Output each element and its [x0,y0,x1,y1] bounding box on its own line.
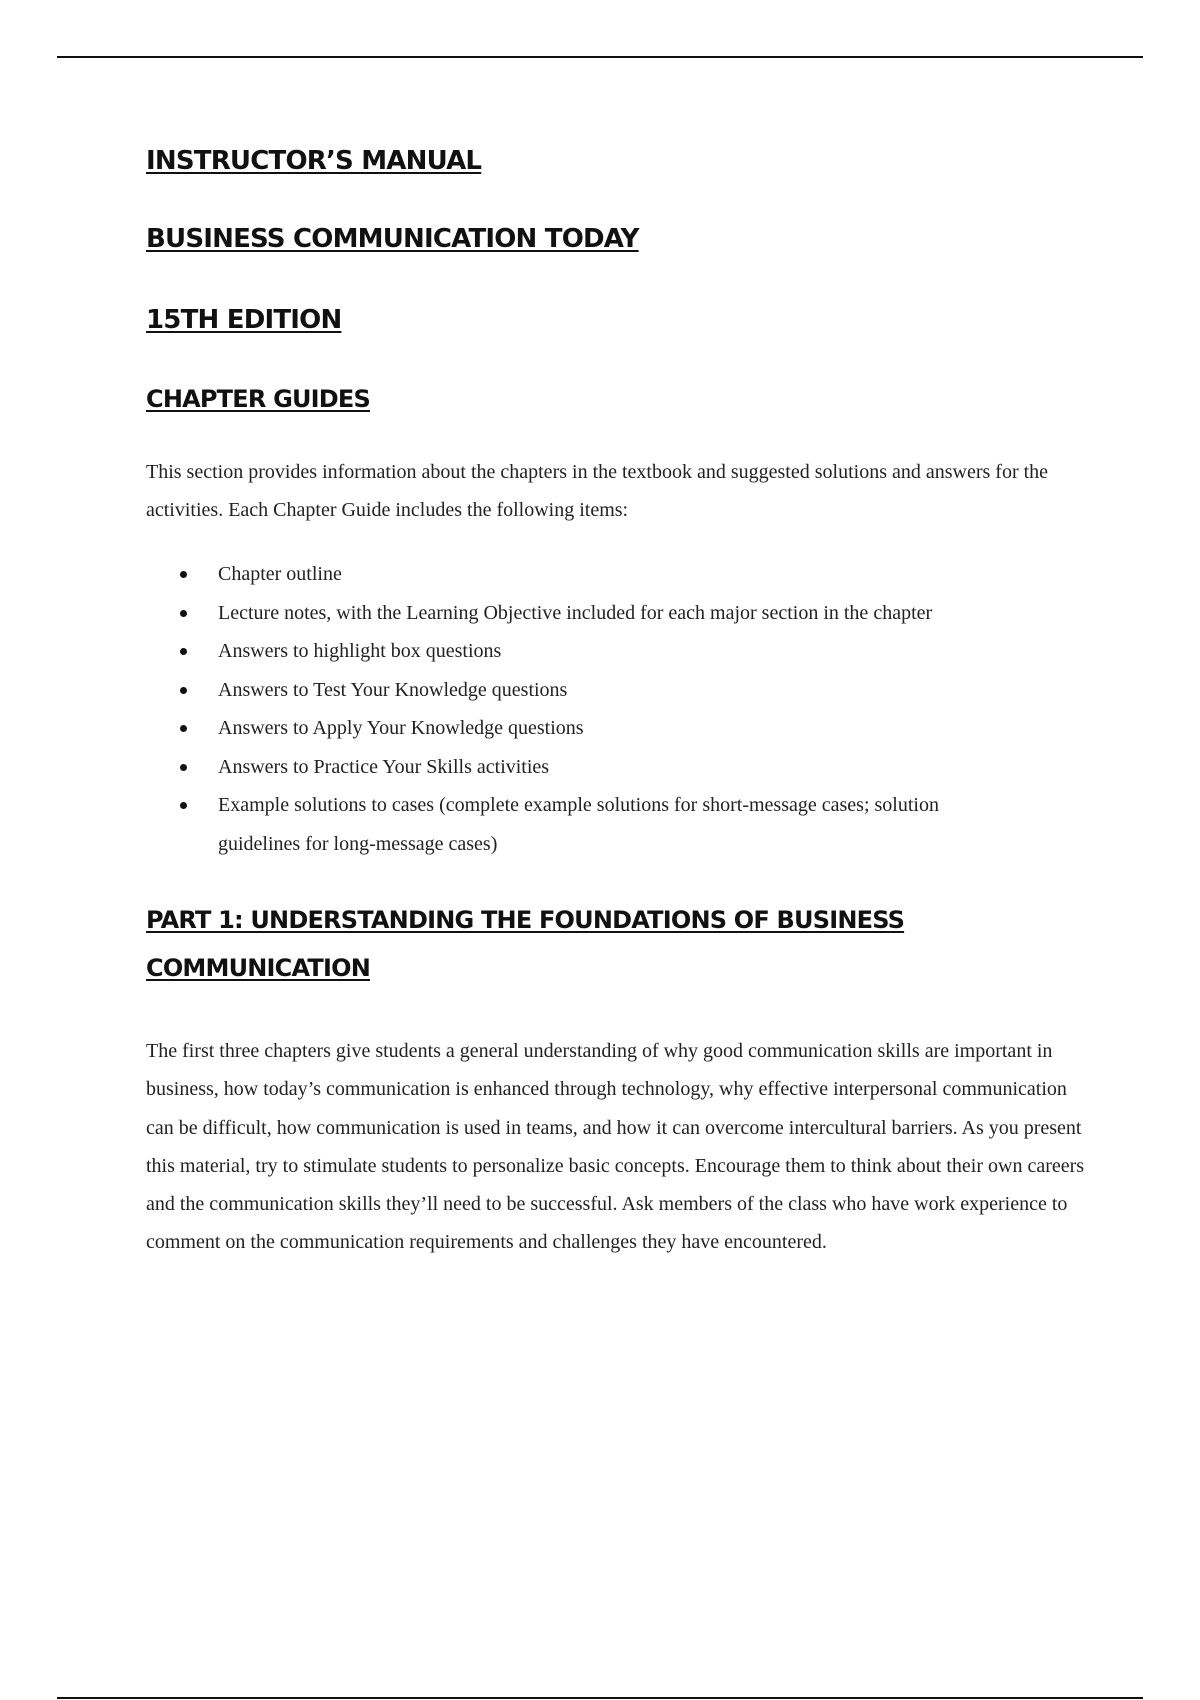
list-item-text: Answers to highlight box questions [218,640,502,662]
bottom-rule [57,1697,1143,1699]
list-item-text: Example solutions to cases (complete example solutions for short-message cases; solution guidelines for long-message cases) [218,794,939,855]
bullet-icon [180,725,187,732]
bullet-icon [180,648,187,655]
list-item-text: Answers to Test Your Knowledge questions [218,678,568,701]
bullet-icon [180,802,187,809]
list-item-text: Answers to Practice Your Skills activities [218,755,550,778]
section-heading: CHAPTER GUIDES [146,385,370,413]
list-item [146,786,1018,863]
bullet-icon [180,764,187,771]
bullet-icon [180,610,187,617]
edition-heading: 15TH EDITION [146,305,342,335]
items-list [146,555,1096,863]
list-item [146,748,1018,787]
list-item-text: Chapter outline [218,563,342,585]
bullet-icon [180,687,187,694]
manual-title: INSTRUCTOR’S MANUAL [146,146,482,176]
intro-paragraph: This section provides information about the chapters in the textbook and suggested solutions and answers for the activities. Each Chapter Guide includes the following items: [146,461,1049,522]
book-title: BUSINESS COMMUNICATION TODAY [146,224,639,254]
top-rule [57,56,1143,58]
list-item [146,594,1018,633]
list-item [146,555,1018,594]
part-heading: PART 1: UNDERSTANDING THE FOUNDATIONS OF BUSINESS COMMUNICATION [146,906,905,982]
part-body-paragraph: The first three chapters give students a general understanding of why good communication skills are important in business, how today’s communication is enhanced through technology, why effective interpersonal communication can be difficult, how communication is used in teams, and how it can overcome intercultural barriers. As you present this material, try to stimulate students to personalize basic concepts. Encourage them to think about their own careers and the communication skills they’ll need to be successful. Ask members of the class who have work experience to comment on the communication requirements and challenges they have encountered. [146,1040,1085,1254]
bullet-icon [180,571,187,578]
list-item [146,632,1018,671]
list-item [146,671,1018,710]
list-item [146,709,1018,748]
list-item-text: Answers to Apply Your Knowledge questions [218,717,584,739]
list-item-text: Lecture notes, with the Learning Objective included for each major section in the chapter [218,601,933,624]
